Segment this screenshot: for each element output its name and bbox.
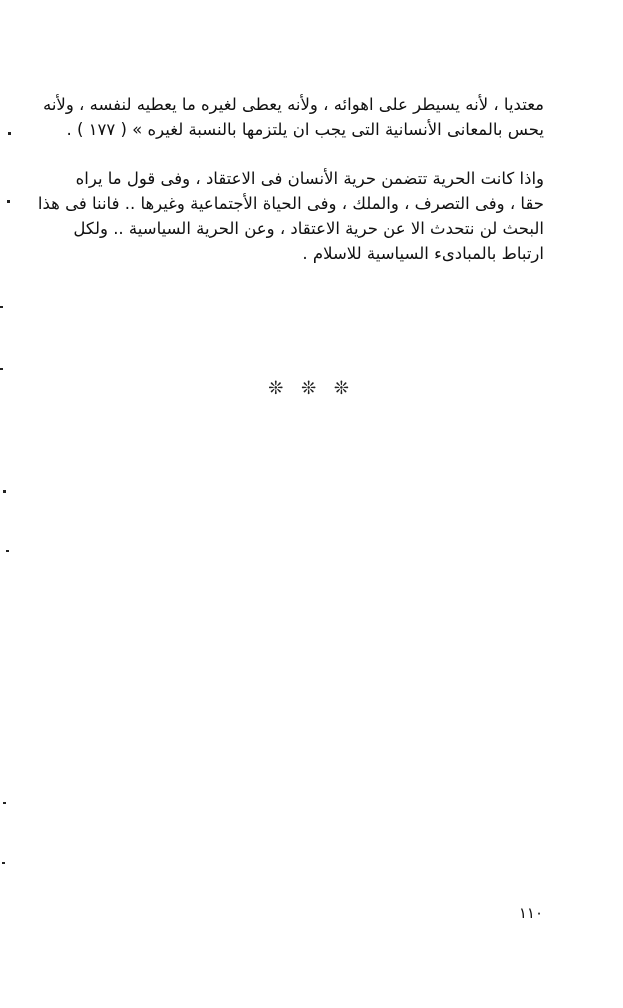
paragraph-line: حقا ، وفى التصرف ، والملك ، وفى الحياة الأجتماعية وغيرها .. فاننا فى هذا [37, 194, 544, 213]
page-number: ١١٠ [518, 904, 543, 922]
scan-speck [3, 490, 6, 493]
scan-speck [3, 802, 6, 804]
scan-speck [0, 306, 3, 308]
scan-speck [0, 368, 3, 370]
paragraph-line: البحث لن نتحدث الا عن حرية الاعتقاد ، وعن الحرية السياسية .. ولكل [73, 219, 544, 238]
paragraph-1 [26, 92, 544, 142]
scan-speck [7, 200, 10, 203]
paragraph-line: معتديا ، لأنه يسيطر على اهوائه ، ولأنه يعطى لغيره ما يعطيه لنفسه ، ولأنه [42, 95, 544, 114]
section-divider-ornament: ❊ ❊ ❊ [268, 378, 355, 399]
scan-speck [6, 550, 9, 552]
paragraph-2 [26, 166, 544, 266]
scan-speck [2, 862, 5, 864]
scan-speck [8, 132, 11, 135]
paragraph-line: ارتباط بالمبادىء السياسية للاسلام . [302, 244, 544, 263]
paragraph-line: واذا كانت الحرية تتضمن حرية الأنسان فى الاعتقاد ، وفى قول ما يراه [75, 169, 544, 188]
paragraph-line: يحس بالمعانى الأنسانية التى يجب ان يلتزمها بالنسبة لغيره » ( ١٧٧ ) . [66, 120, 544, 139]
